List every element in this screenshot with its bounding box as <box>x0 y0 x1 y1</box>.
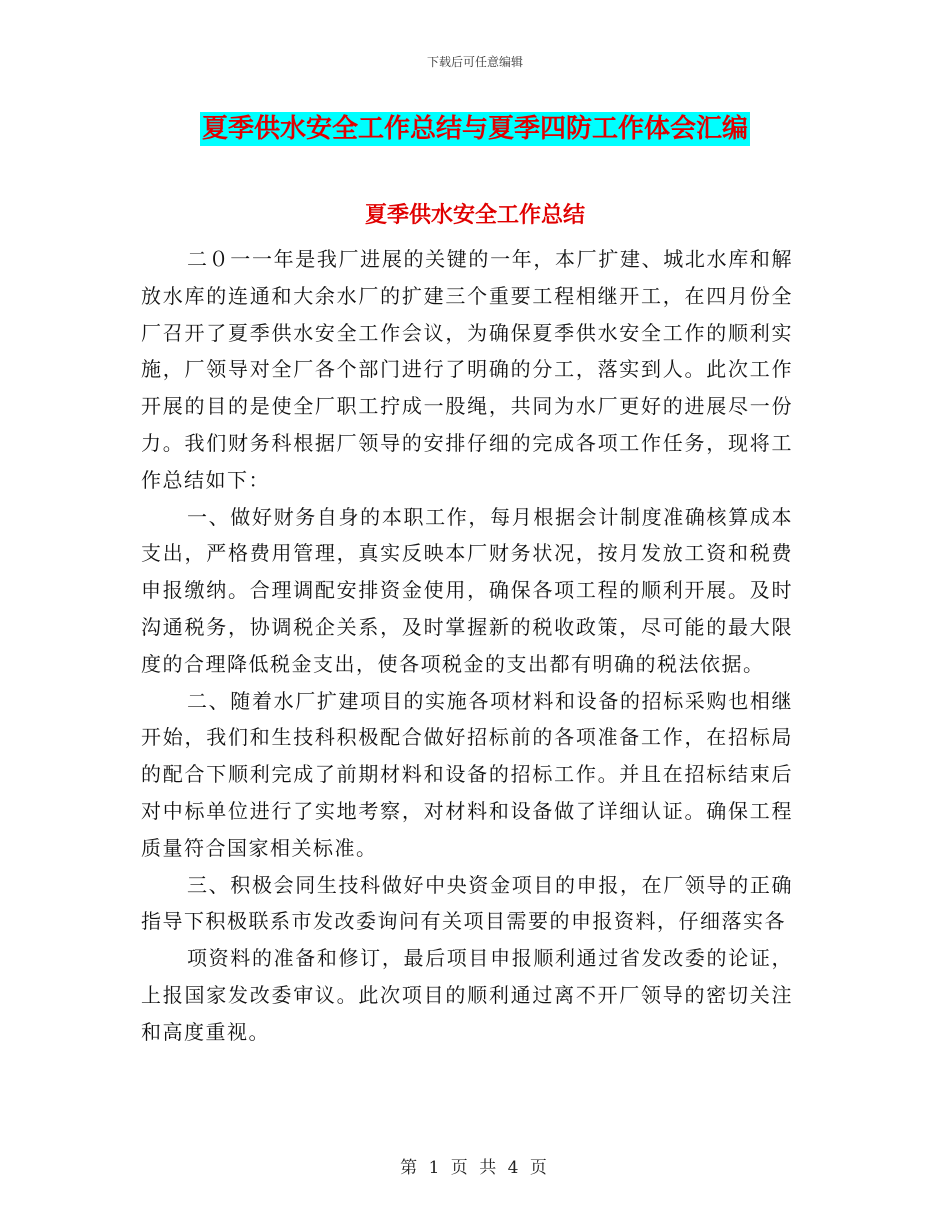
section-title: 夏季供水安全工作总结 <box>364 203 585 228</box>
header-note: 下载后可任意编辑 <box>426 55 523 69</box>
paragraph-item-2: 二、随着水厂扩建项目的实施各项材料和设备的招标采购也相继开始，我们和生技科积极配合做好招标前的各项准备工作，在招标局的配合下顺利完成了前期材料和设备的招标工作。并且在招标结束后对中标单位进行了实地考察，对材料和设备做了详细认证。确保工程质量符合国家相关标准。 <box>141 688 793 860</box>
document-title-container <box>0 112 950 146</box>
paragraph-intro: 二０一一年是我厂进展的关键的一年，本厂扩建、城北水库和解放水库的连通和大余水厂的扩建三个重要工程相继开工，在四月份全厂召开了夏季供水安全工作会议，为确保夏季供水安全工作的顺利实施，厂领导对全厂各个部门进行了明确的分工，落实到人。此次工作开展的目的是使全厂职工拧成一股绳，共同为水厂更好的进展尽一份力。我们财务科根据厂领导的安排仔细的完成各项工作任务，现将工作总结如下： <box>141 247 793 492</box>
page-number: 第 1 页 共 4 页 <box>400 1158 550 1178</box>
document-body <box>141 241 793 1051</box>
document-title: 夏季供水安全工作总结与夏季四防工作体会汇编 <box>201 114 748 144</box>
paragraph-item-3-continued: 项资料的准备和修订，最后项目申报顺利通过省发改委的论证，上报国家发改委审议。此次项目的顺利通过离不开厂领导的密切关注和高度重视。 <box>141 946 793 1044</box>
paragraph-item-1: 一、做好财务自身的本职工作，每月根据会计制度准确核算成本支出，严格费用管理，真实反映本厂财务状况，按月发放工资和税费申报缴纳。合理调配安排资金使用，确保各项工程的顺利开展。及时沟通税务，协调税企关系，及时掌握新的税收政策，尽可能的最大限度的合理降低税金支出，使各项税金的支出都有明确的税法依据。 <box>141 504 793 676</box>
paragraph-item-3: 三、积极会同生技科做好中央资金项目的申报，在厂领导的正确指导下积极联系市发改委询问有关项目需要的申报资料，仔细落实各 <box>141 872 793 934</box>
